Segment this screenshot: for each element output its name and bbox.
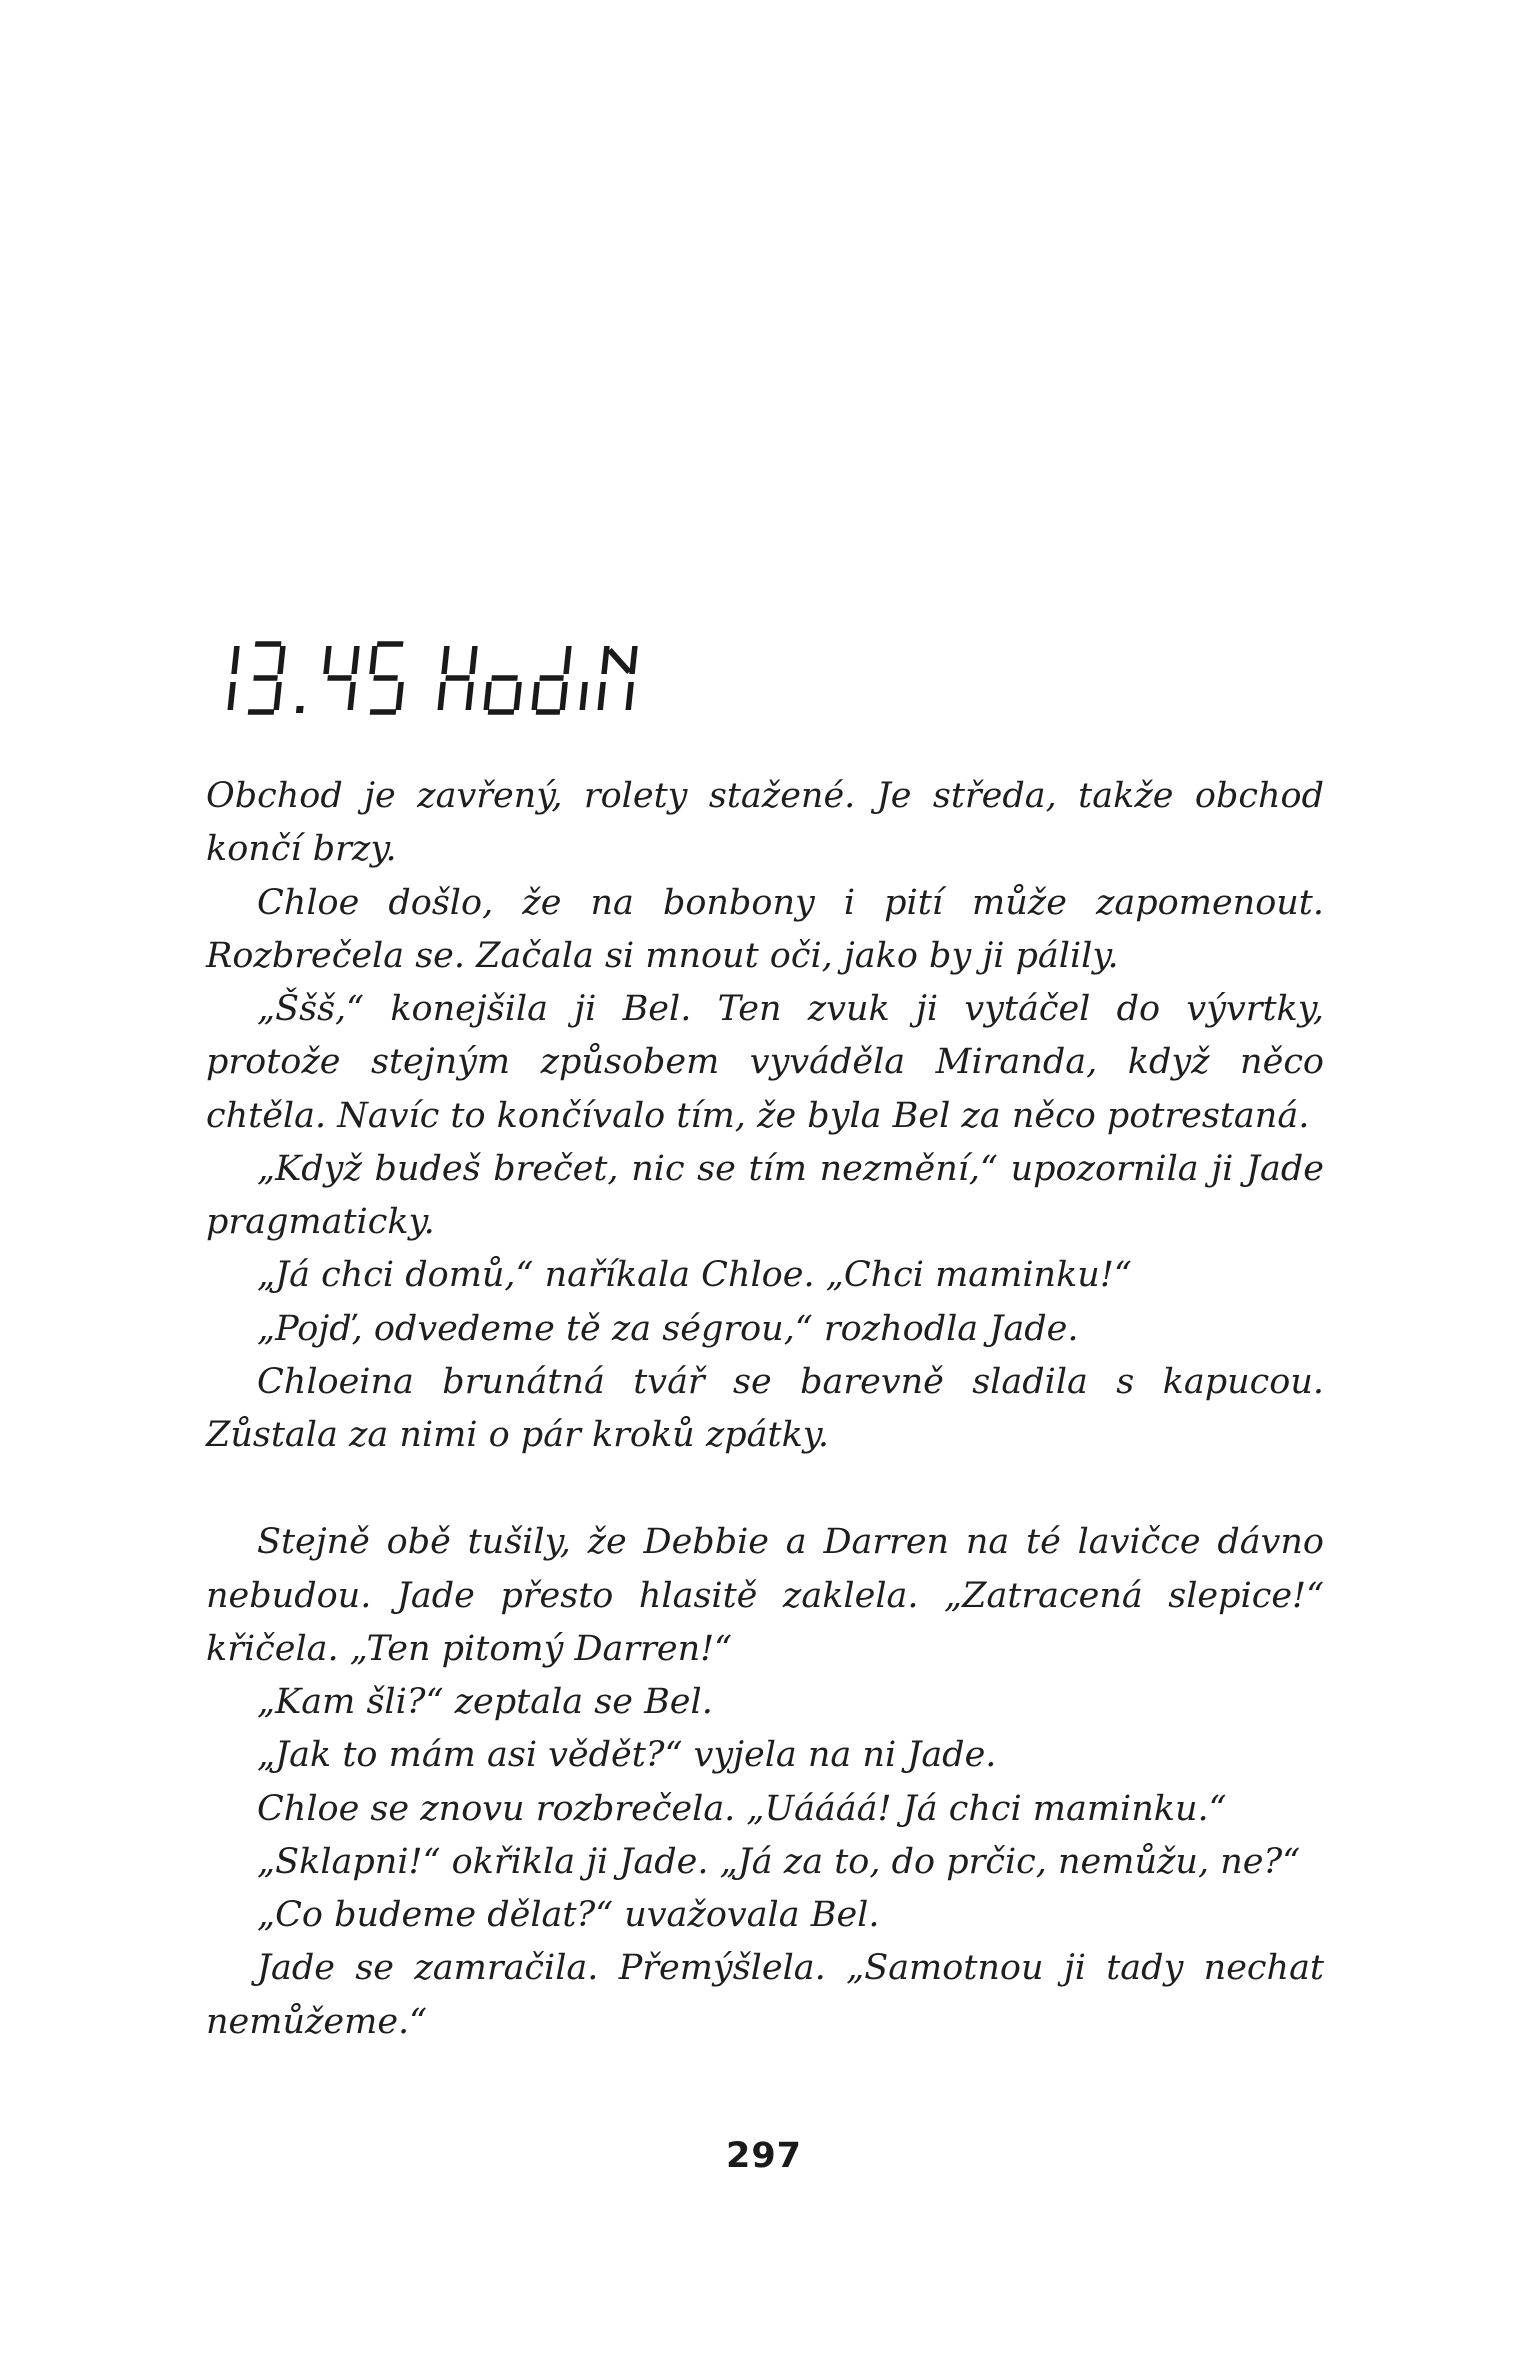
chapter-heading bbox=[222, 636, 1222, 726]
paragraph: „Kam šli?“ zeptala se Bel. bbox=[257, 1682, 713, 1722]
paragraph: „Ššš,“ konejšila ji Bel. Ten zvuk ji vytáčel do vývrtky, protože stejným způsobem vyváděla Miranda, když něco chtěla. Navíc to končívalo tím, že byla Bel za něco potrestaná. bbox=[206, 989, 1324, 1136]
paragraph: Jade se zamračila. Přemýšlela. „Samotnou ji tady nechat nemůžeme.“ bbox=[206, 1948, 1324, 2042]
paragraph: Chloeina brunátná tvář se barevně sladila s kapucou. Zůstala za nimi o pár kroků zpátky. bbox=[206, 1361, 1324, 1455]
paragraph: „Sklapni!“ okřikla ji Jade. „Já za to, do prčic, nemůžu, ne?“ bbox=[257, 1841, 1301, 1882]
chapter-body-text bbox=[206, 770, 1324, 2049]
paragraph: „Pojď, odvedeme tě za ségrou,“ rozhodla Jade. bbox=[257, 1308, 1079, 1349]
paragraph: Chloe došlo, že na bonbony i pití může zapomenout. Rozbrečela se. Začala si mnout oči, jako by ji pálily. bbox=[206, 882, 1324, 976]
section-break bbox=[206, 1462, 1324, 1516]
paragraph: „Já chci domů,“ naříkala Chloe. „Chci maminku!“ bbox=[257, 1255, 1132, 1296]
paragraph: Stejně obě tušily, že Debbie a Darren na té lavičce dávno nebudou. Jade přesto hlasitě zaklela. „Zatracená slepice!“ křičela. „Ten pitomý Darren!“ bbox=[206, 1522, 1324, 1669]
paragraph: „Co budeme dělat?“ uvažovala Bel. bbox=[257, 1895, 880, 1935]
paragraph: „Když budeš brečet, nic se tím nezmění,“ upozornila ji Jade pragmaticky. bbox=[206, 1148, 1324, 1242]
paragraph: Chloe se znovu rozbrečela. „Uáááá! Já chci maminku.“ bbox=[257, 1788, 1227, 1829]
page-number: 297 bbox=[725, 2136, 803, 2176]
paragraph: „Jak to mám asi vědět?“ vyjela na ni Jade. bbox=[257, 1735, 997, 1776]
paragraph: Obchod je zavřený, rolety stažené. Je středa, takže obchod končí brzy. bbox=[206, 776, 1324, 870]
chapter-heading-seven-segment bbox=[222, 636, 642, 726]
